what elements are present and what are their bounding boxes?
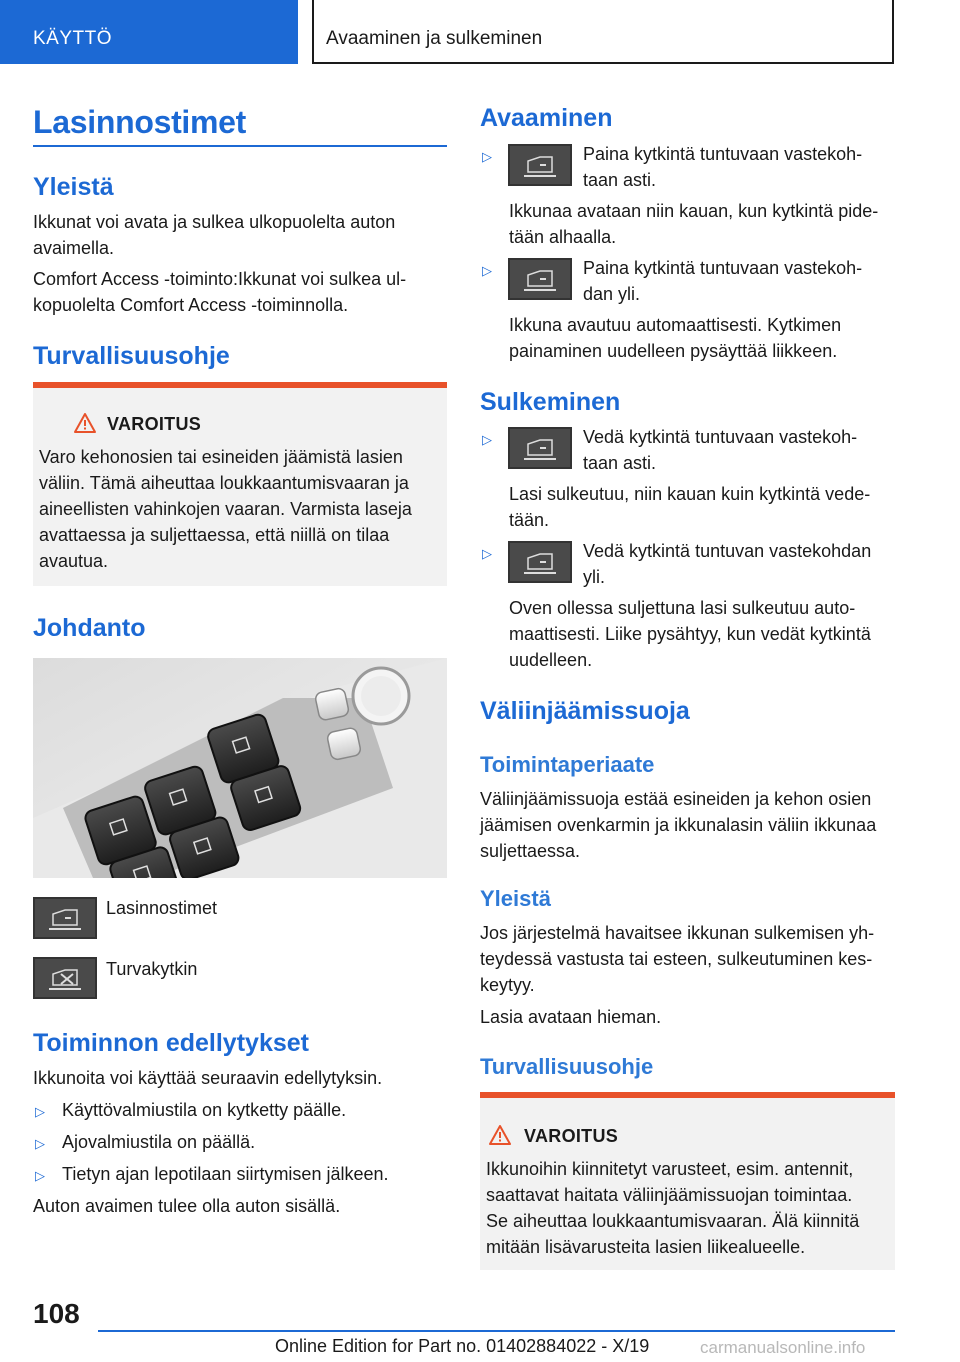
text-line: Paina kytkintä tuntuvaan vastekoh- <box>583 258 863 278</box>
safety-switch-icon <box>33 957 97 999</box>
bullet-marker: ▷ <box>482 432 492 447</box>
text-line: aineellisten vahinkojen vaaran. Varmista laseja <box>39 499 412 519</box>
switch-panel-illustration <box>33 658 447 878</box>
text-line: uudelleen. <box>509 650 593 670</box>
text-line: Jos järjestelmä havaitsee ikkunan sulkemisen yh- <box>480 923 875 943</box>
text-line: avautua. <box>39 551 109 571</box>
footer-watermark: carmanualsonline.info <box>700 1338 866 1357</box>
window-switch-icon <box>508 258 572 300</box>
general-paragraph-2 <box>33 266 406 318</box>
prereq-item: Käyttövalmiustila on kytketty päälle. <box>62 1100 347 1120</box>
safety-switch-symbol <box>35 959 95 997</box>
general-heading: Yleistä <box>33 173 114 201</box>
prereq-item: Ajovalmiustila on päällä. <box>62 1132 256 1152</box>
text-line: tään. <box>509 510 550 530</box>
window-switch-symbol <box>510 146 570 184</box>
bullet-marker: ▷ <box>35 1136 45 1151</box>
legend-label-safety: Turvakytkin <box>106 959 198 979</box>
title-rule <box>33 145 447 147</box>
text-line: Ikkunat voi avata ja sulkea ulkopuolelta auton <box>33 212 396 232</box>
text-line: taan asti. <box>583 453 657 473</box>
window-switch-symbol <box>510 429 570 467</box>
bullet-marker: ▷ <box>482 263 492 278</box>
text-line: painaminen uudelleen pysäyttää liikkeen. <box>509 341 838 361</box>
warning-title: VAROITUS <box>107 414 202 434</box>
prereq-note: Auton avaimen tulee olla auton sisällä. <box>33 1196 341 1216</box>
safety-heading-right: Turvallisuusohje <box>480 1054 654 1079</box>
open-action-1 <box>583 141 862 193</box>
window-switch-symbol <box>35 899 95 937</box>
open-result-1 <box>509 198 878 250</box>
safety-heading: Turvallisuusohje <box>33 342 230 370</box>
window-switch-icon <box>508 427 572 469</box>
warning-text <box>486 1156 859 1260</box>
text-line: Varo kehonosien tai esineiden jäämistä lasien <box>39 447 403 467</box>
warning-box <box>33 382 447 586</box>
close-result-2 <box>509 595 871 673</box>
text-line: Se aiheuttaa loukkaantumisvaaran. Älä kiinnitä <box>486 1211 860 1231</box>
header-chapter-label: Avaaminen ja sulkeminen <box>326 28 543 49</box>
close-result-1 <box>509 481 870 533</box>
prereq-item: Tietyn ajan lepotilaan siirtymisen jälkeen. <box>62 1164 389 1184</box>
text-line: Ikkunaa avataan niin kauan, kun kytkintä pide- <box>509 201 879 221</box>
legend-label-windows: Lasinnostimet <box>106 898 218 918</box>
principle-paragraph <box>480 786 876 864</box>
open-heading: Avaaminen <box>480 104 613 132</box>
text-line: saattavat haitata väliinjäämissuojan toimintaa. <box>486 1185 853 1205</box>
principle-heading: Toimintaperiaate <box>480 752 655 777</box>
bullet-marker: ▷ <box>482 149 492 164</box>
text-line: avaimella. <box>33 238 115 258</box>
intro-heading: Johdanto <box>33 614 146 642</box>
warning-title: VAROITUS <box>524 1126 619 1146</box>
window-switch-icon <box>508 541 572 583</box>
footer-rule <box>98 1330 895 1332</box>
text-line: dan yli. <box>583 284 641 304</box>
close-action-1 <box>583 424 857 476</box>
text-line: tään alhaalla. <box>509 227 617 247</box>
general-paragraph-right-2: Lasia avataan hieman. <box>480 1007 662 1027</box>
text-line: Vedä kytkintä tuntuvan vastekohdan <box>583 541 872 561</box>
text-line: väliin. Tämä aiheuttaa loukkaantumisvaaran ja <box>39 473 409 493</box>
text-line: jäämisen ovenkarmin ja ikkunalasin väliin ikkunaa <box>480 815 877 835</box>
window-switch-icon <box>508 144 572 186</box>
warning-triangle-icon <box>73 412 97 434</box>
general-paragraph-1 <box>33 209 395 261</box>
text-line: yli. <box>583 567 605 587</box>
header-section-tab <box>0 0 298 64</box>
text-line: Väliinjäämissuoja estää esineiden ja kehon osien <box>480 789 872 809</box>
header-chapter-tab <box>312 0 894 64</box>
bullet-marker: ▷ <box>35 1168 45 1183</box>
text-line: taan asti. <box>583 170 657 190</box>
text-line: Lasi sulkeutuu, niin kauan kuin kytkintä vede- <box>509 484 871 504</box>
prereq-intro: Ikkunoita voi käyttää seuraavin edellytyksin. <box>33 1068 383 1088</box>
text-line: mitään lisävarusteita lasien liikealueelle. <box>486 1237 806 1257</box>
text-line: keytyy. <box>480 975 535 995</box>
header-section-label: KÄYTTÖ <box>33 28 113 49</box>
text-line: Vedä kytkintä tuntuvaan vastekoh- <box>583 427 858 447</box>
text-line: Ikkunoihin kiinnitetyt varusteet, esim. antennit, <box>486 1159 854 1179</box>
general-heading-right: Yleistä <box>480 886 551 911</box>
text-line: maattisesti. Liike pysähtyy, kun vedät kytkintä <box>509 624 871 644</box>
open-result-2 <box>509 312 841 364</box>
page-number: 108 <box>33 1298 80 1329</box>
text-line: Oven ollessa suljettuna lasi sulkeutuu auto- <box>509 598 856 618</box>
bullet-marker: ▷ <box>35 1104 45 1119</box>
window-switch-icon <box>33 897 97 939</box>
close-heading: Sulkeminen <box>480 388 621 416</box>
general-paragraph-right-1 <box>480 920 874 998</box>
bullet-marker: ▷ <box>482 546 492 561</box>
text-line: Ikkuna avautuu automaattisesti. Kytkimen <box>509 315 842 335</box>
text-line: teydessä vastusta tai esteen, sulkeutuminen kes- <box>480 949 873 969</box>
open-action-2 <box>583 255 862 307</box>
text-line: kopuolelta Comfort Access -toiminnolla. <box>33 295 349 315</box>
page-title: Lasinnostimet <box>33 104 247 140</box>
text-line: Paina kytkintä tuntuvaan vastekoh- <box>583 144 863 164</box>
warning-text <box>39 444 412 574</box>
window-switch-panel-photo <box>33 658 447 878</box>
pinch-heading: Väliinjäämissuoja <box>480 697 690 725</box>
close-action-2 <box>583 538 871 590</box>
footer-edition: Online Edition for Part no. 01402884022 - X/19 <box>275 1336 650 1356</box>
warning-box <box>480 1092 895 1270</box>
text-line: avattaessa ja suljettaessa, että niillä on tilaa <box>39 525 390 545</box>
window-switch-symbol <box>510 543 570 581</box>
warning-triangle-icon <box>488 1124 512 1146</box>
text-line: suljettaessa. <box>480 841 581 861</box>
text-line: Comfort Access -toiminto:Ikkunat voi sulkea ul- <box>33 269 407 289</box>
prereq-heading: Toiminnon edellytykset <box>33 1029 309 1057</box>
window-switch-symbol <box>510 260 570 298</box>
